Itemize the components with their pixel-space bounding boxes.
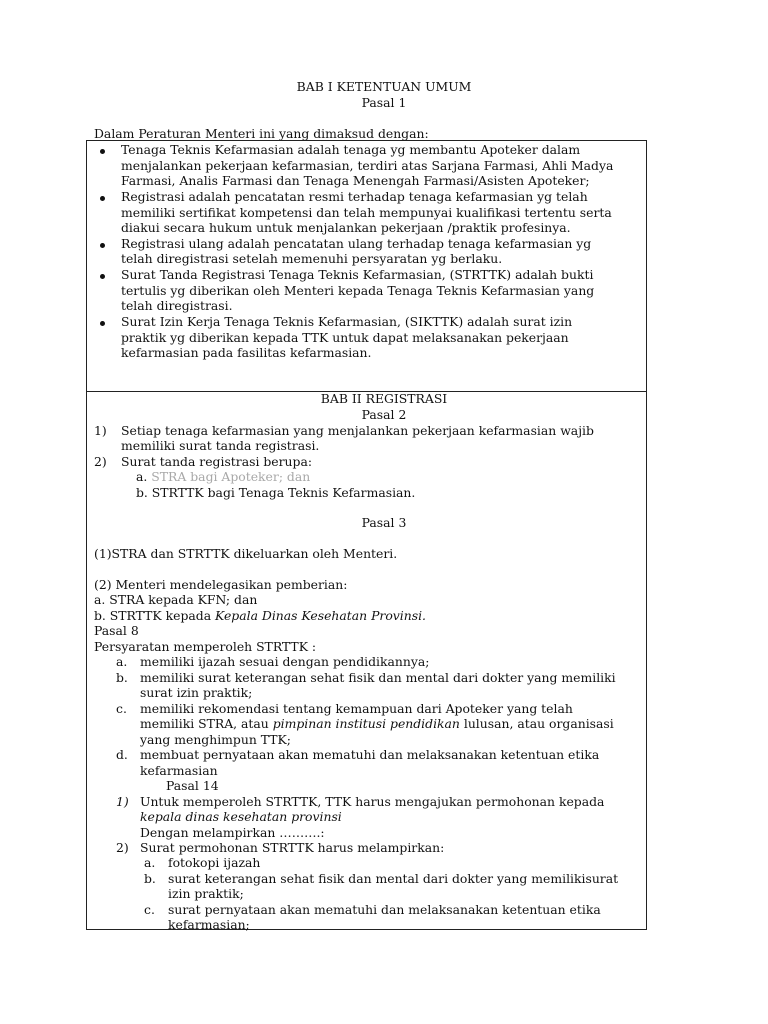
list-label: d.	[116, 747, 128, 762]
pasal-3-item-2: (2) Menteri mendelegasikan pemberian:	[94, 577, 348, 592]
definition-line: tertulis yg diberikan oleh Menteri kepada Tenaga Teknis Kefarmasian yang	[121, 283, 595, 298]
text-segment: b. STRTTK kepada	[94, 608, 216, 623]
definition-line: Surat Tanda Registrasi Tenaga Teknis Kefarmasian, (STRTTK) adalah bukti	[121, 267, 594, 282]
definition-line: diakui secara hukum untuk menjalankan pekerjaan /praktik profesinya.	[121, 220, 571, 235]
text-segment: lulusan, atau organisasi	[459, 716, 614, 731]
list-label: c.	[116, 701, 127, 716]
italic-text: pimpinan institusi pendidikan	[272, 716, 460, 731]
pasal-8-item-d: membuat pernyataan akan mematuhi dan melaksanakan ketentuan etika	[140, 747, 600, 762]
item-number: 1)	[94, 423, 107, 438]
list-label: a.	[136, 469, 148, 484]
pasal-14-item-2a: fotokopi ijazah	[168, 855, 261, 870]
bullet-icon	[100, 243, 105, 248]
pasal-2-item-2a	[136, 469, 310, 484]
list-label: b.	[116, 670, 128, 685]
faded-text: STRA bagi Apoteker; dan	[151, 469, 311, 484]
definition-line: praktik yg diberikan kepada TTK untuk dapat melaksanakan pekerjaan	[121, 330, 569, 345]
pasal-3-item-2a: a. STRA kepada KFN; dan	[94, 592, 258, 607]
pasal-8-item-a: memiliki ijazah sesuai dengan pendidikannya;	[140, 654, 430, 669]
pasal-3-heading: Pasal 3	[361, 515, 407, 530]
text-segment: memiliki STRA, atau	[140, 716, 273, 731]
definition-line: Tenaga Teknis Kefarmasian adalah tenaga yg membantu Apoteker dalam	[121, 142, 581, 157]
definition-line: Farmasi, Analis Farmasi dan Tenaga Menengah Farmasi/Asisten Apoteker;	[121, 173, 590, 188]
chapter-1-title: BAB I KETENTUAN UMUM	[296, 79, 472, 94]
bullet-icon	[100, 274, 105, 279]
definition-line: Surat Izin Kerja Tenaga Teknis Kefarmasian, (SIKTTK) adalah surat izin	[121, 314, 573, 329]
list-label: a.	[116, 654, 128, 669]
bullet-icon	[100, 149, 105, 154]
pasal-14-item-2c: surat pernyataan akan mematuhi dan melaksanakan ketentuan etika	[168, 902, 601, 917]
chapter-2-title: BAB II REGISTRASI	[320, 391, 448, 406]
pasal-3-item-2b	[94, 608, 426, 623]
pasal-8-item-c-cont	[140, 716, 614, 731]
bullet-icon	[100, 196, 105, 201]
pasal-8-item-b: memiliki surat keterangan sehat fisik dan mental dari dokter yang memiliki	[140, 670, 616, 685]
item-number: 2)	[116, 840, 129, 855]
definition-line: kefarmasian pada fasilitas kefarmasian.	[121, 345, 372, 360]
pasal-8-heading: Pasal 8	[94, 623, 139, 638]
italic-text: Kepala Dinas Kesehatan Provinsi.	[215, 608, 426, 623]
pasal-14-item-2: Surat permohonan STRTTK harus melampirkan:	[140, 840, 445, 855]
list-label: a.	[144, 855, 156, 870]
pasal-8-item-d-cont: kefarmasian	[140, 763, 218, 778]
pasal-14-item-1-cont: Dengan melampirkan ……….:	[140, 825, 325, 840]
pasal-2-item-1: Setiap tenaga kefarmasian yang menjalankan pekerjaan kefarmasian wajib	[121, 423, 594, 438]
item-number: 2)	[94, 454, 107, 469]
definition-line: telah diregistrasi.	[121, 298, 233, 313]
pasal-14-item-1: Untuk memperoleh STRTTK, TTK harus mengajukan permohonan kepada	[140, 794, 605, 809]
list-label: c.	[144, 902, 155, 917]
definition-line: memiliki sertifikat kompetensi dan telah mempunyai kualifikasi tertentu serta	[121, 205, 612, 220]
pasal-2-item-2b: b. STRTTK bagi Tenaga Teknis Kefarmasian.	[136, 485, 416, 500]
pasal-1-heading: Pasal 1	[361, 95, 407, 110]
pasal-8-item-c: memiliki rekomendasi tentang kemampuan dari Apoteker yang telah	[140, 701, 573, 716]
pasal-8-intro: Persyaratan memperoleh STRTTK :	[94, 639, 317, 654]
intro-text: Dalam Peraturan Menteri ini yang dimaksud dengan:	[94, 126, 429, 141]
pasal-14-item-2b-cont: izin praktik;	[168, 886, 244, 901]
pasal-8-item-b-cont: surat izin praktik;	[140, 685, 253, 700]
pasal-2-item-2: Surat tanda registrasi berupa:	[121, 454, 313, 469]
italic-text: 1)	[116, 794, 129, 809]
definition-line: menjalankan pekerjaan kefarmasian, terdiri atas Sarjana Farmasi, Ahli Madya	[121, 158, 614, 173]
pasal-3-item-1: (1)STRA dan STRTTK dikeluarkan oleh Menteri.	[94, 546, 398, 561]
definition-line: Registrasi adalah pencatatan resmi terhadap tenaga kefarmasian yg telah	[121, 189, 588, 204]
pasal-14-heading: Pasal 14	[166, 778, 219, 793]
item-number	[116, 794, 129, 809]
bullet-icon	[100, 321, 105, 326]
definition-line: Registrasi ulang adalah pencatatan ulang terhadap tenaga kefarmasian yg	[121, 236, 592, 251]
list-label: b.	[144, 871, 156, 886]
pasal-14-item-2c-cont: kefarmasian;	[168, 917, 250, 932]
definition-line: telah diregistrasi setelah memenuhi persyaratan yg berlaku.	[121, 251, 503, 266]
pasal-14-item-1-cont	[140, 809, 342, 824]
italic-text: kepala dinas kesehatan provinsi	[140, 809, 342, 824]
pasal-14-item-2b: surat keterangan sehat fisik dan mental dari dokter yang memilikisurat	[168, 871, 619, 886]
pasal-8-item-c-cont: yang menghimpun TTK;	[140, 732, 291, 747]
pasal-2-item-1-cont: memiliki surat tanda registrasi.	[121, 438, 320, 453]
pasal-2-heading: Pasal 2	[361, 407, 407, 422]
